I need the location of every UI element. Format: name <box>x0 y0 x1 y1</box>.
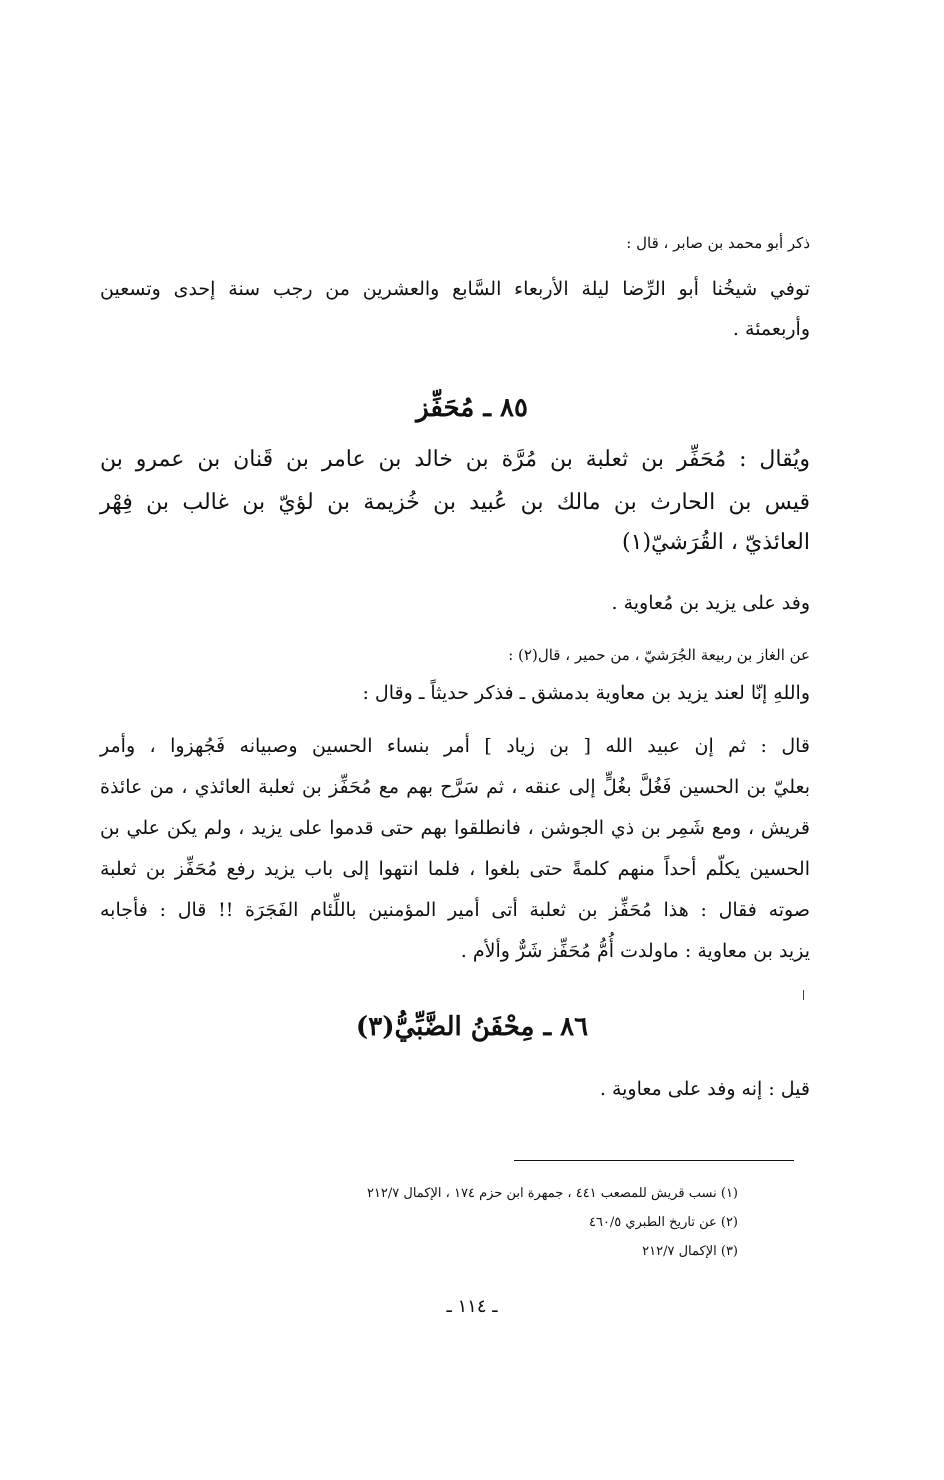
narrative-line: الحسين يكلّم أحداً منهم كلمةً حتى بلغوا ، فلما انتهوا إلى باب يزيد رفع مُحَفِّز بن ثعلبة <box>100 858 810 880</box>
paragraph-line: توفي شيخُنا أبو الرِّضا ليلة الأربعاء السَّابع والعشرين من رجب سنة إحدى وتسعين <box>100 278 810 300</box>
entry-heading-85: ٨٥ ـ مُحَفِّز <box>416 393 528 423</box>
narrative-line: قال : ثم إن عبيد الله [ بن زياد ] أمر بنساء الحسين وصبيانه فَجُهزوا ، وأمر <box>100 735 810 757</box>
lineage-line: العائذيّ ، القُرَشيّ(١) <box>622 530 810 555</box>
narrative-line: بعليّ بن الحسين فَغُلَّ بغُلٍّ إلى عنقه ، ثم سَرَّح بهم مع مُحَفِّز بن ثعلبة العائذي ، من عائذة <box>100 776 810 798</box>
narrative-line: صوته فقال : هذا مُحَفِّز بن ثعلبة أتى أمير المؤمنين باللِّئام الفَجَرَة !! قال : فأجابه <box>100 899 810 921</box>
paragraph-line: وأربعمئة . <box>732 318 810 340</box>
narrative-line: يزيد بن معاوية : ماولدت أُمُّ مُحَفِّز شَرٌّ وألأم . <box>460 940 810 962</box>
footnote-1: (١) نسب قريش للمصعب ٤٤١ ، جمهرة ابن حزم ١٧٤ ، الإكمال ٢١٢/٧ <box>366 1186 738 1201</box>
paragraph-line: وفد على يزيد بن مُعاوية . <box>611 592 810 614</box>
footnote-2: (٢) عن تاريخ الطبري ٤٦٠/٥ <box>588 1215 738 1230</box>
narrative-line: قريش ، ومع شَمِر بن ذي الجوشن ، فانطلقوا بهم حتى قدموا على يزيد ، ولم يكن علي بن <box>100 817 810 839</box>
footnote-rule <box>514 1160 794 1161</box>
page-number: ـ ١١٤ ـ <box>446 1296 498 1317</box>
paragraph-line: قيل : إنه وفد على معاوية . <box>599 1078 810 1100</box>
isnad-line-2: عن الغاز بن ربيعة الجُرَشيّ ، من حمير ، قال(٢) : <box>508 646 810 664</box>
entry-heading-86: ٨٦ ـ مِحْفَنُ الضَّبِّيُّ(٣) <box>355 1012 589 1042</box>
margin-mark <box>803 990 804 1000</box>
lineage-line: ويُقال : مُحَفِّر بن ثعلبة بن مُرَّة بن خالد بن عامر بن قَنان بن عمرو بن <box>100 447 810 472</box>
lineage-line: قيس بن الحارث بن مالك بن عُبيد بن خُزيمة بن لؤيّ بن غالب بن فِهْر <box>100 490 810 515</box>
paragraph-line: واللهِ إنّا لعند يزيد بن معاوية بدمشق ـ فذكر حديثاً ـ وقال : <box>362 682 810 704</box>
isnad-line-1: ذكر أبو محمد بن صابر ، قال : <box>626 234 810 252</box>
footnote-3: (٣) الإكمال ٢١٢/٧ <box>642 1244 738 1259</box>
